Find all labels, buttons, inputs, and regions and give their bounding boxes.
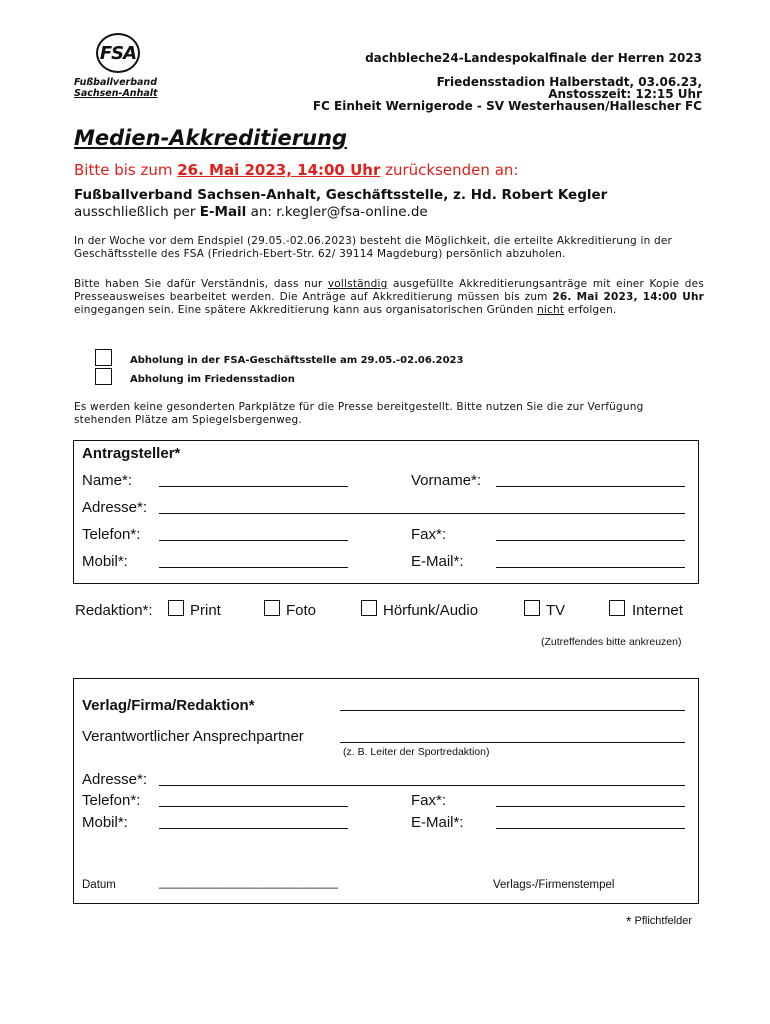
deadline-suffix: zurücksenden an: [380, 161, 519, 179]
fax-field[interactable] [496, 540, 685, 541]
publisher-name-field[interactable] [340, 710, 685, 711]
pickup-office-checkbox[interactable] [95, 349, 112, 366]
fax-label: Fax*: [411, 526, 447, 543]
header-match: FC Einheit Wernigerode - SV Westerhausen/Hallescher FC [312, 99, 702, 113]
logo-text-line1: Fußballverband [74, 77, 157, 88]
logo-letters: FSA [99, 42, 137, 64]
notice-underlined-1: vollständig [327, 278, 388, 290]
publisher-heading: Verlag/Firma/Redaktion* [82, 697, 255, 714]
deadline-prefix: Bitte bis zum [74, 161, 178, 179]
mobil-field[interactable] [159, 567, 348, 568]
contact-hint: (z. B. Leiter der Sportredaktion) [343, 746, 490, 758]
redaktion-print-checkbox[interactable] [168, 600, 184, 616]
logo-text-line2: Sachsen-Anhalt [74, 88, 158, 99]
page-title: Medien-Akkreditierung [74, 126, 348, 150]
fsa-logo [74, 33, 170, 103]
redaktion-foto-label: Foto [286, 602, 317, 619]
redaktion-label: Redaktion*: [75, 602, 153, 619]
notice-text-4: erfolgen. [564, 304, 617, 316]
info-paragraph: In der Woche vor dem Endspiel (29.05.-02.06.2023) besteht die Möglichkeit, die erteilte Akkreditierung in der Geschäftsstelle des FSA (Friedrich-Ebert-Str. 62/ 39114 Magdeburg) persönlich abzuholen. [74, 235, 673, 260]
pub-email-field[interactable] [496, 828, 685, 829]
deadline-line [74, 161, 518, 179]
pub-adresse-field[interactable] [159, 785, 685, 786]
footnote [626, 913, 692, 929]
recipient-mail-prefix: ausschließlich per [74, 204, 200, 220]
redaktion-foto-checkbox[interactable] [264, 600, 280, 616]
header-venue-date: Friedensstadion Halberstadt, 03.06.23, [436, 75, 702, 89]
pub-mobil-field[interactable] [159, 828, 348, 829]
logo-emblem [96, 33, 140, 73]
datum-field[interactable]: ____________________________ [159, 877, 339, 889]
vorname-field[interactable] [496, 486, 685, 487]
redaktion-audio-checkbox[interactable] [361, 600, 377, 616]
header-event-title: dachbleche24-Landespokalfinale der Herren 2023 [365, 51, 702, 65]
recipient-mail-address: an: r.kegler@fsa-online.de [246, 204, 428, 220]
notice-text-1: Bitte haben Sie dafür Verständnis, dass nur [74, 278, 328, 290]
pub-fax-label: Fax*: [411, 792, 447, 809]
redaktion-print-label: Print [190, 602, 221, 619]
recipient-mail-bold: E-Mail [199, 204, 247, 220]
mobil-label: Mobil*: [82, 553, 128, 570]
telefon-field[interactable] [159, 540, 348, 541]
redaktion-hint: (Zutreffendes bitte ankreuzen) [541, 636, 682, 648]
redaktion-audio-label: Hörfunk/Audio [383, 602, 479, 619]
pub-telefon-field[interactable] [159, 806, 348, 807]
redaktion-tv-label: TV [546, 602, 566, 619]
recipient-name: Fußballverband Sachsen-Anhalt, Geschäftsstelle, z. Hd. Robert Kegler [74, 187, 608, 203]
notice-text-2: ausgefüllte Akkreditierungsanträge mit einer Kopie des Presseausweises bearbeitet werden. Die Anträge auf Akkreditierung müssen bis zum [74, 278, 704, 303]
telefon-label: Telefon*: [82, 526, 141, 543]
parking-note: Es werden keine gesonderten Parkplätze für die Presse bereitgestellt. Bitte nutzen Sie die zur Verfügung stehenden Plätze am Spiegelsbergenweg. [74, 401, 644, 426]
pub-fax-field[interactable] [496, 806, 685, 807]
adresse-label: Adresse*: [82, 499, 148, 516]
footnote-star: * [626, 913, 632, 929]
pub-adresse-label: Adresse*: [82, 771, 148, 788]
redaktion-internet-label: Internet [632, 602, 683, 619]
header-kickoff: Anstosszeit: 12:15 Uhr [548, 87, 702, 101]
email-field[interactable] [496, 567, 685, 568]
pub-email-label: E-Mail*: [411, 814, 464, 831]
redaktion-tv-checkbox[interactable] [524, 600, 540, 616]
notice-underlined-2: nicht [537, 304, 565, 316]
name-field[interactable] [159, 486, 348, 487]
contact-field[interactable] [340, 742, 685, 743]
deadline-date: 26. Mai 2023, 14:00 Uhr [177, 161, 381, 179]
notice-text-3: eingegangen sein. Eine spätere Akkreditierung kann aus organisatorischen Gründen [74, 304, 538, 316]
notice-deadline-bold: 26. Mai 2023, 14:00 Uhr [552, 291, 704, 303]
footnote-text: Pflichtfelder [631, 915, 692, 927]
contact-label: Verantwortlicher Ansprechpartner [82, 728, 304, 745]
applicant-heading: Antragsteller* [82, 445, 181, 462]
notice-paragraph [74, 278, 704, 317]
email-label: E-Mail*: [411, 553, 464, 570]
adresse-field[interactable] [159, 513, 685, 514]
pickup-stadium-checkbox[interactable] [95, 368, 112, 385]
pickup-office-label: Abholung in der FSA-Geschäftsstelle am 29.05.-02.06.2023 [130, 355, 464, 366]
datum-label: Datum [82, 879, 116, 891]
vorname-label: Vorname*: [411, 472, 482, 489]
recipient-mail-line [74, 204, 428, 220]
name-label: Name*: [82, 472, 133, 489]
stamp-label: Verlags-/Firmenstempel [493, 879, 615, 891]
pickup-stadium-label: Abholung im Friedensstadion [130, 374, 295, 385]
pub-mobil-label: Mobil*: [82, 814, 128, 831]
pub-telefon-label: Telefon*: [82, 792, 141, 809]
redaktion-internet-checkbox[interactable] [609, 600, 625, 616]
